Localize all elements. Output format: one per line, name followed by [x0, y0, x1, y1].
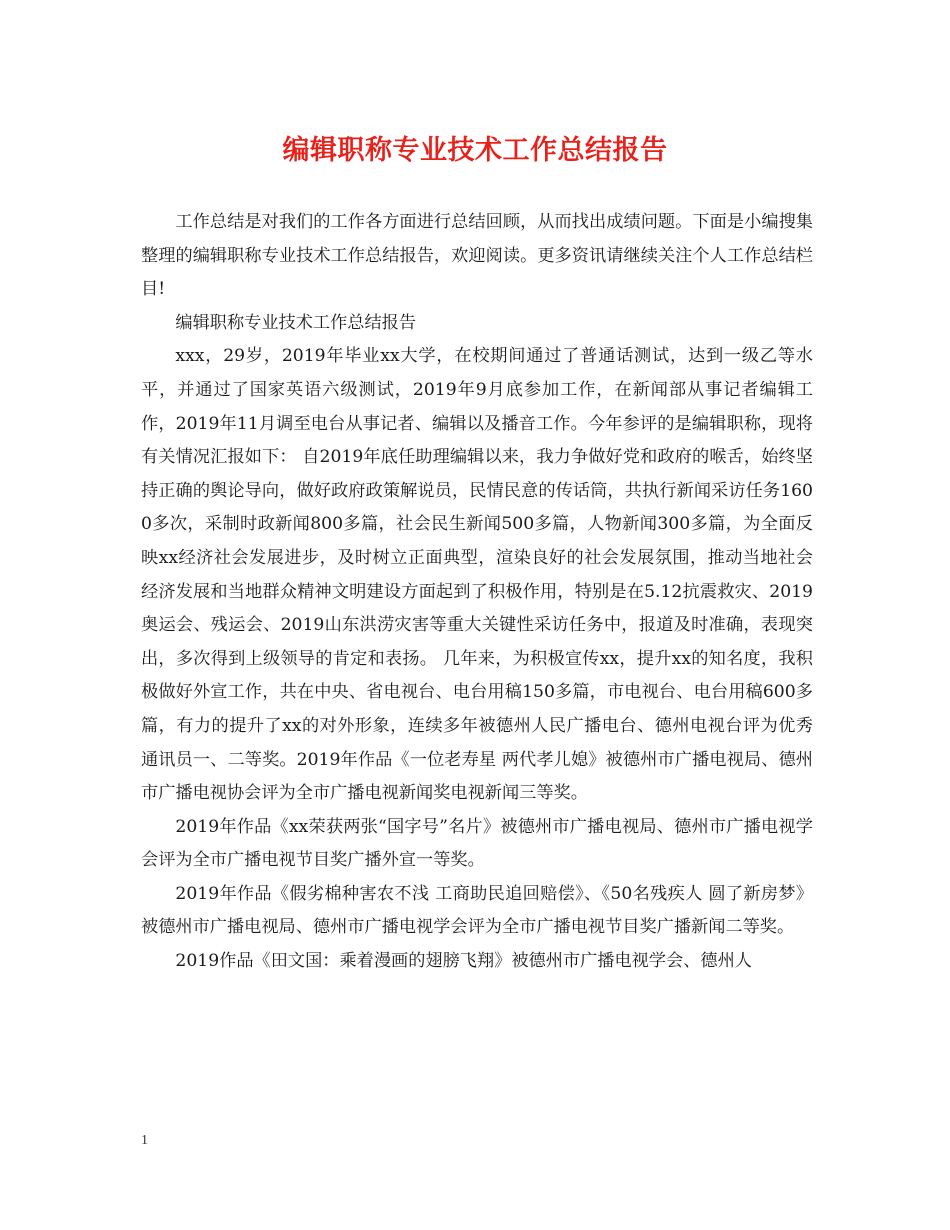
document-body — [141, 206, 813, 979]
paragraph-award-3: 2019作品《田文国：乘着漫画的翅膀飞翔》被德州市广播电视学会、德州人 — [175, 951, 752, 972]
paragraph-award-1: 2019年作品《xx荣获两张“国字号”名片》被德州市广播电视局、德州市广播电视学会评为全市广播电视节目奖广播外宣一等奖。 — [141, 816, 813, 871]
page-number: 1 — [141, 1133, 148, 1148]
paragraph-main: xxx，29岁，2019年毕业xx大学，在校期间通过了普通话测试，达到一级乙等水平，并通过了国家英语六级测试，2019年9月底参加工作，在新闻部从事记者编辑工作，2019年11月调至电台从事记者、编辑以及播音工作。今年参评的是编辑职称，现将有关情况汇报如下： 自2019年底任助理编辑以来，我力争做好党和政府的喉舌，始终坚持正确的舆论导向，做好政府政策解说员，民情民意的传话筒，共执行新闻采访任务1600多次，采制时政新闻800多篇，社会民生新闻500多篇，人物新闻300多篇，为全面反映xx经济社会发展进步，及时树立正面典型，渲染良好的社会发展氛围，推动当地社会经济发展和当地群众精神文明建设方面起到了积极作用，特别是在5.12抗震救灾、2019奥运会、残运会、2019山东洪涝灾害等重大关键性采访任务中，报道及时准确，表现突出，多次得到上级领导的肯定和表扬。 几年来，为积极宣传xx，提升xx的知名度，我积极做好外宣工作，共在中央、省电视台、电台用稿150多篇，市电视台、电台用稿600多篇，有力的提升了xx的对外形象，连续多年被德州人民广播电台、德州电视台评为优秀通讯员一、二等奖。2019年作品《一位老寿星 两代孝儿媳》被德州市广播电视局、德州市广播电视协会评为全市广播电视新闻奖电视新闻三等奖。 — [141, 346, 813, 804]
document-title: 编辑职称专业技术工作总结报告 — [282, 135, 668, 166]
paragraph-subtitle: 编辑职称专业技术工作总结报告 — [175, 312, 417, 333]
paragraph-award-2: 2019年作品《假劣棉种害农不浅 工商助民追回赔偿》、《50名残疾人 圆了新房梦》被德州市广播电视局、德州市广播电视学会评为全市广播电视节目奖广播新闻二等奖。 — [141, 883, 813, 938]
paragraph-intro: 工作总结是对我们的工作各方面进行总结回顾，从而找出成绩问题。下面是小编搜集整理的编辑职称专业技术工作总结报告，欢迎阅读。更多资讯请继续关注个人工作总结栏目! — [141, 212, 813, 300]
